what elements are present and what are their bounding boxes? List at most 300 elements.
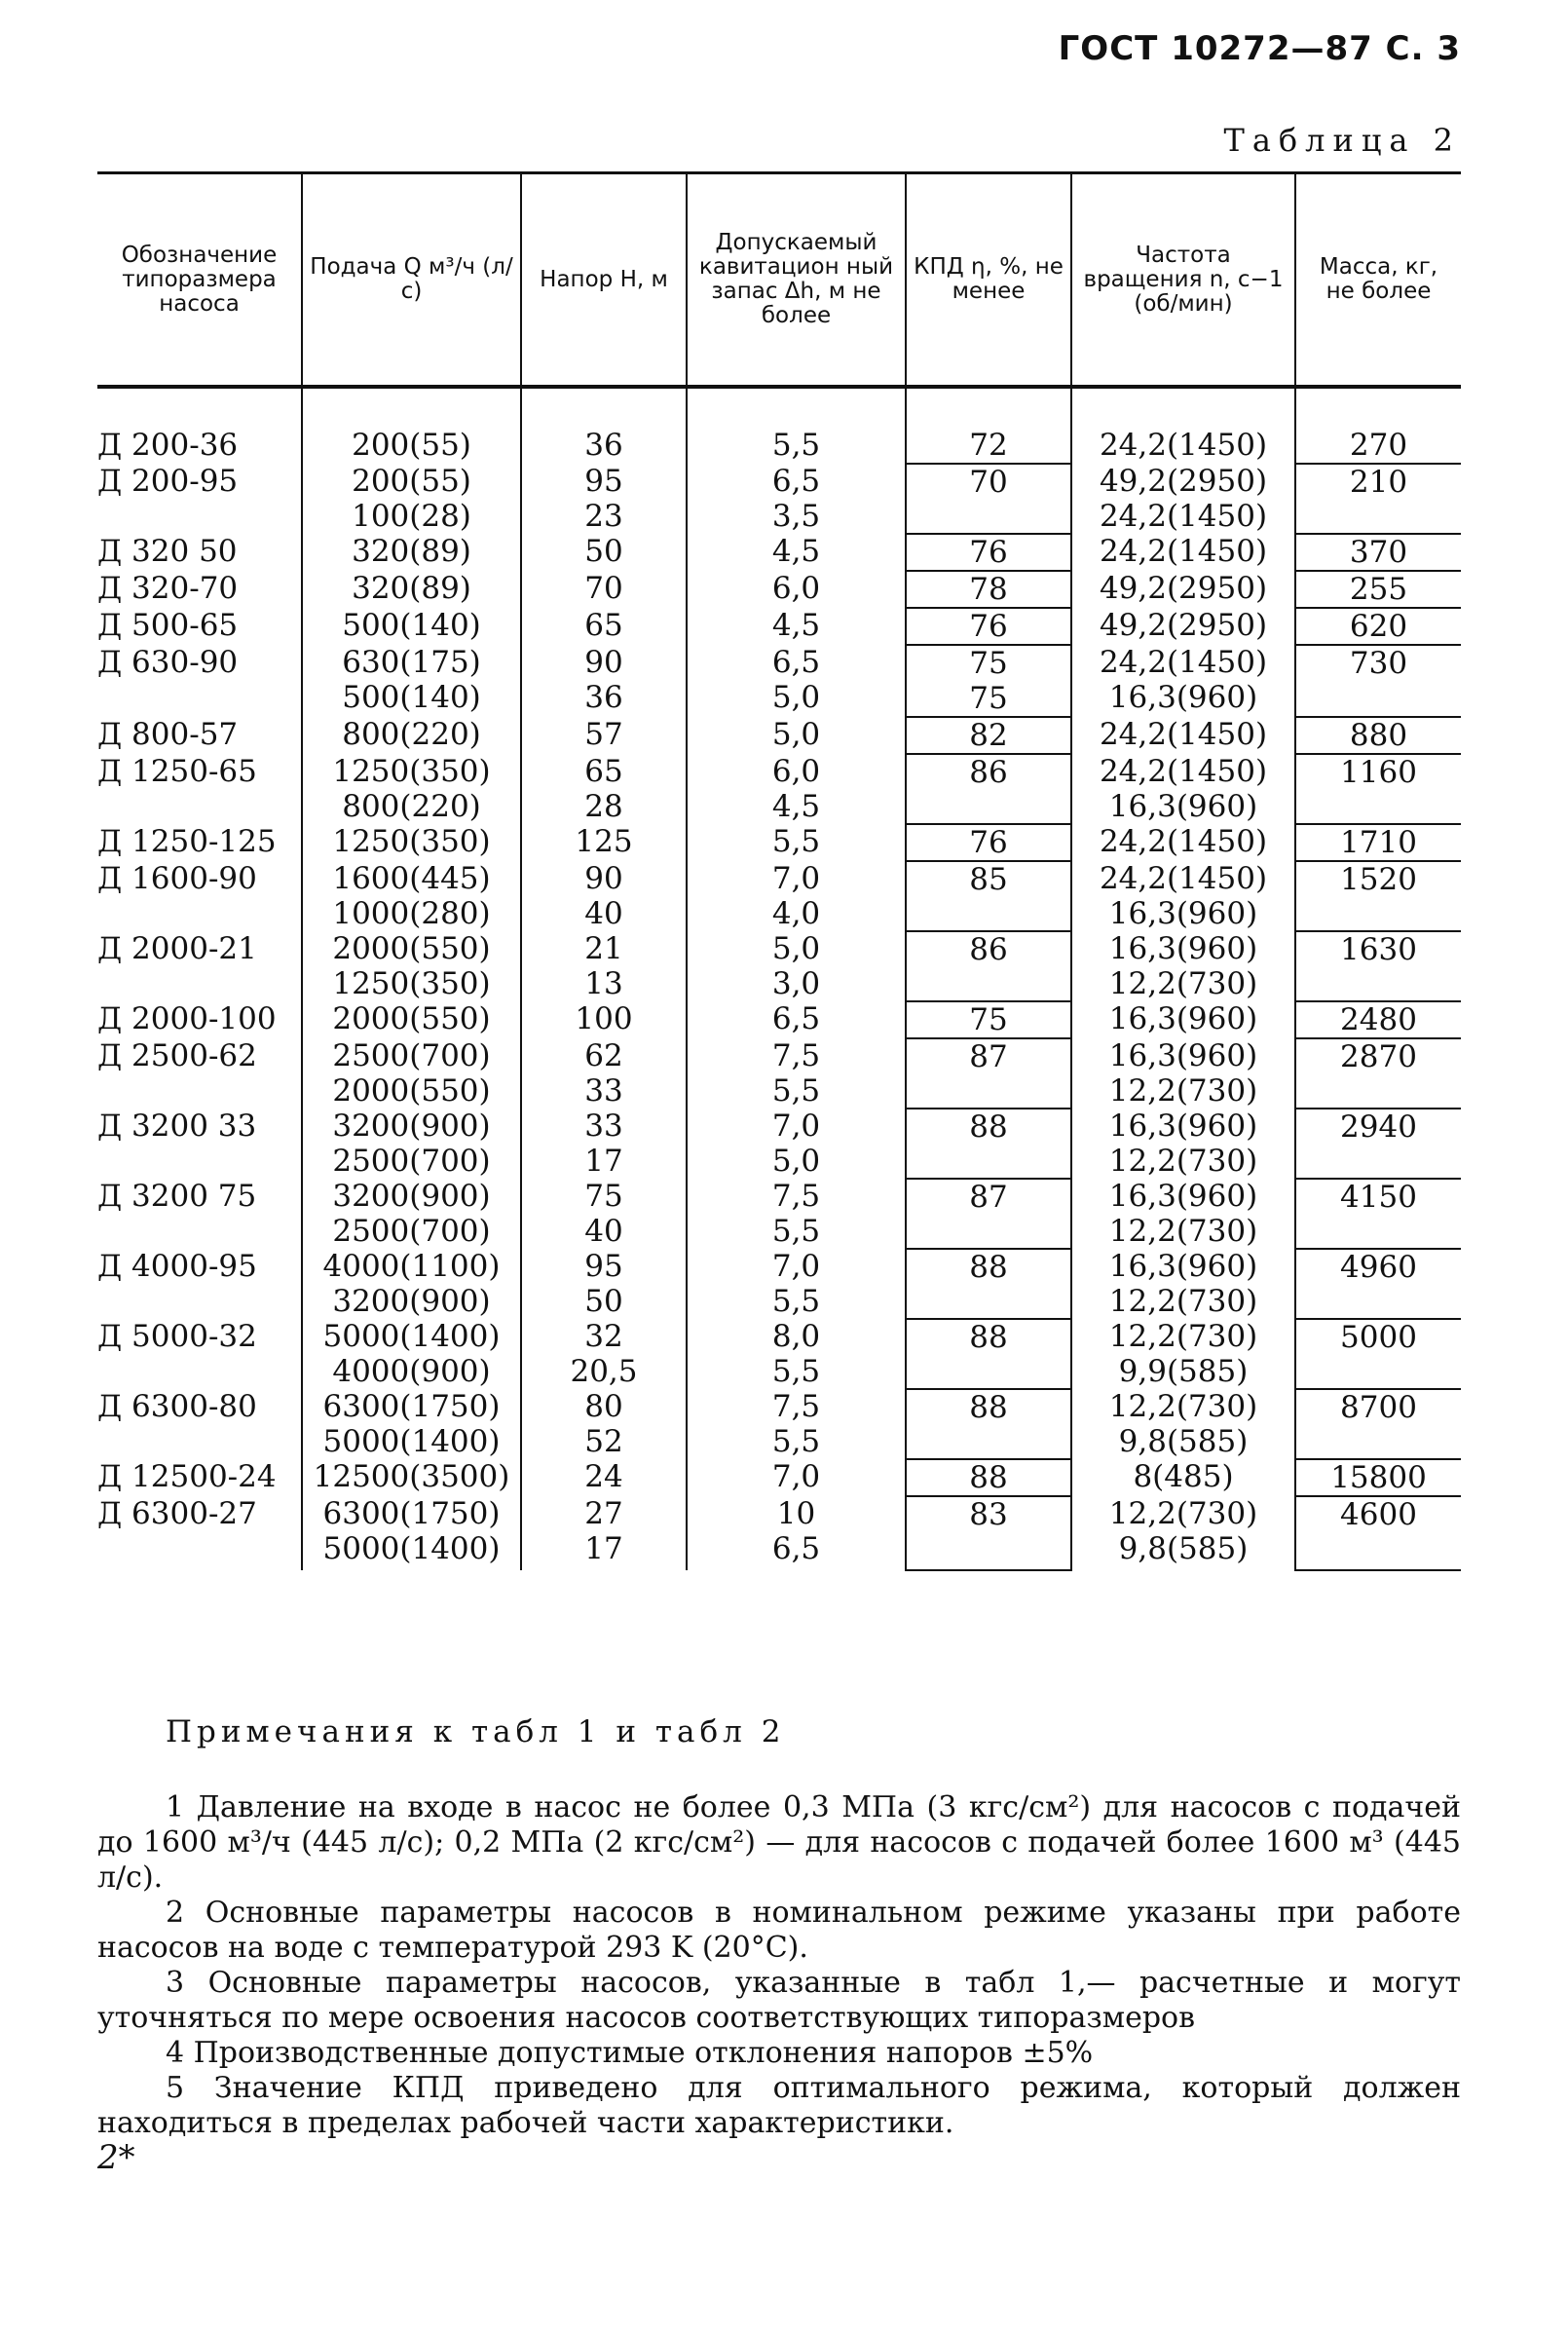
mass-cell-value: 4600: [1340, 1497, 1417, 1532]
head-cell-line: 90: [584, 861, 623, 896]
npsh-cell-line: 5,5: [771, 428, 821, 463]
head-cell: [521, 717, 687, 754]
head-cell-line: 13: [584, 966, 623, 1001]
mass-cell-value: 8700: [1340, 1390, 1417, 1425]
speed-cell-line: 16,3(960): [1108, 1179, 1258, 1214]
flow-cell-line: 5000(1400): [322, 1531, 501, 1566]
speed-cell: [1071, 387, 1295, 464]
flow-cell: [302, 1496, 521, 1570]
note-item: 2 Основные параметры насосов в номинальном режиме указаны при работе насосов на воде с температурой 293 K (20°C).: [97, 1896, 1461, 1965]
efficiency-cell-value: 88: [969, 1320, 1008, 1355]
speed-cell-line: 24,2(1450): [1099, 717, 1268, 752]
flow-cell: [302, 534, 521, 571]
designation-cell: [97, 824, 302, 861]
speed-cell-line: 12,2(730): [1108, 1284, 1258, 1319]
speed-cell: [1071, 645, 1295, 717]
head-cell: [521, 1001, 687, 1038]
designation-cell: [97, 1001, 302, 1038]
flow-cell-line: 800(220): [342, 717, 481, 752]
mass-cell-value: 4960: [1340, 1250, 1417, 1285]
flow-cell-line: 2500(700): [332, 1144, 491, 1179]
designation-cell: [97, 1389, 302, 1459]
mass-cell: [1295, 1389, 1461, 1459]
efficiency-cell-value: 88: [969, 1390, 1008, 1425]
note-item: 3 Основные параметры насосов, указанные в табл 1,— расчетные и могут уточняться по мере освоения насосов соответствующих типоразмеров: [97, 1966, 1461, 2035]
head-cell-line: 28: [584, 789, 623, 824]
mass-cell: [1295, 1249, 1461, 1319]
speed-cell: [1071, 1459, 1295, 1496]
flow-cell: [302, 824, 521, 861]
flow-cell: [302, 1109, 521, 1179]
flow-cell-line: 3200(900): [332, 1179, 491, 1214]
efficiency-cell-value: 78: [969, 572, 1008, 607]
designation-cell: [97, 1109, 302, 1179]
npsh-cell: [687, 534, 906, 571]
npsh-cell-line: 7,5: [771, 1389, 821, 1424]
table-row: [97, 1249, 1461, 1319]
head-cell: [521, 571, 687, 608]
mass-cell-value: 730: [1349, 646, 1408, 681]
table-title: Таблица 2: [1223, 122, 1461, 159]
table-row: [97, 534, 1461, 571]
head-cell-line: 62: [584, 1038, 623, 1073]
head-cell-line: 90: [584, 645, 623, 680]
flow-cell-line: 1000(280): [332, 896, 491, 931]
npsh-cell-line: 6,0: [771, 754, 821, 789]
mass-cell: [1295, 931, 1461, 1001]
speed-cell-line: 12,2(730): [1108, 1073, 1258, 1109]
efficiency-cell: [906, 1179, 1071, 1249]
flow-cell-line: 2000(550): [332, 1001, 491, 1036]
npsh-cell: [687, 645, 906, 717]
designation-cell: [97, 1249, 302, 1319]
head-cell-line: 65: [584, 754, 623, 789]
designation-cell-line: Д 500-65: [97, 608, 239, 643]
designation-cell-line: Д 3200 33: [97, 1109, 257, 1144]
designation-cell-line: Д 6300-80: [97, 1389, 257, 1424]
column-header-head: Напор H, м: [521, 173, 687, 388]
mass-cell-value: 15800: [1330, 1460, 1427, 1495]
designation-cell: [97, 1459, 302, 1496]
npsh-cell: [687, 1109, 906, 1179]
npsh-cell-line: 3,0: [771, 966, 821, 1001]
flow-cell-line: 5000(1400): [322, 1319, 501, 1354]
speed-cell: [1071, 534, 1295, 571]
speed-cell: [1071, 861, 1295, 931]
designation-cell-line: Д 6300-27: [97, 1496, 257, 1531]
designation-cell-line: [97, 1284, 301, 1319]
designation-cell-line: Д 630-90: [97, 645, 239, 680]
efficiency-cell: [906, 1459, 1071, 1496]
head-cell: [521, 387, 687, 464]
speed-cell-line: 16,3(960): [1108, 896, 1258, 931]
efficiency-cell: [906, 571, 1071, 608]
npsh-cell: [687, 1319, 906, 1389]
designation-cell-line: Д 2000-100: [97, 1001, 277, 1036]
speed-cell: [1071, 1001, 1295, 1038]
mass-cell-value: 4150: [1340, 1180, 1417, 1215]
head-cell-line: 80: [584, 1389, 623, 1424]
flow-cell: [302, 608, 521, 645]
flow-cell-line: 320(89): [352, 534, 471, 569]
npsh-cell-line: 7,0: [771, 1249, 821, 1284]
head-cell-line: 50: [584, 534, 623, 569]
document-header: ГОСТ 10272—87 С. 3: [1058, 29, 1461, 68]
mass-cell-value: 1710: [1340, 825, 1417, 860]
efficiency-cell: [906, 464, 1071, 534]
designation-cell: [97, 931, 302, 1001]
flow-cell-line: 500(140): [342, 608, 481, 643]
speed-cell: [1071, 464, 1295, 534]
npsh-cell: [687, 824, 906, 861]
npsh-cell: [687, 1001, 906, 1038]
flow-cell-line: 4000(900): [332, 1354, 491, 1389]
table-row: [97, 1179, 1461, 1249]
efficiency-cell: [906, 534, 1071, 571]
mass-cell-value: 2870: [1340, 1039, 1417, 1074]
npsh-cell-line: 7,0: [771, 861, 821, 896]
speed-cell-line: 16,3(960): [1108, 789, 1258, 824]
flow-cell: [302, 861, 521, 931]
mass-cell-value: 370: [1349, 535, 1408, 570]
mass-cell: [1295, 1496, 1461, 1570]
table-row: [97, 1001, 1461, 1038]
head-cell: [521, 931, 687, 1001]
flow-cell-line: 3200(900): [332, 1109, 491, 1144]
head-cell-line: 23: [584, 499, 623, 534]
flow-cell: [302, 1389, 521, 1459]
designation-cell-line: [97, 789, 301, 824]
designation-cell-line: [97, 896, 301, 931]
efficiency-cell: [906, 608, 1071, 645]
npsh-cell-line: 7,0: [771, 1459, 821, 1494]
flow-cell: [302, 571, 521, 608]
table-row: [97, 717, 1461, 754]
mass-cell-value: 1160: [1340, 755, 1417, 790]
head-cell-line: 52: [584, 1424, 623, 1459]
speed-cell-line: 24,2(1450): [1099, 824, 1268, 859]
efficiency-cell-value: 88: [969, 1460, 1008, 1495]
npsh-cell: [687, 1038, 906, 1109]
speed-cell-line: 49,2(2950): [1099, 464, 1268, 499]
designation-cell-line: [97, 1214, 301, 1249]
head-cell-line: 40: [584, 896, 623, 931]
npsh-cell-line: 5,0: [771, 931, 821, 966]
mass-cell: [1295, 1001, 1461, 1038]
flow-cell-line: 800(220): [342, 789, 481, 824]
mass-cell: [1295, 861, 1461, 931]
designation-cell: [97, 1179, 302, 1249]
head-cell: [521, 1389, 687, 1459]
head-cell: [521, 1038, 687, 1109]
designation-cell: [97, 464, 302, 534]
flow-cell-line: 1250(350): [332, 754, 491, 789]
note-item: 1 Давление на входе в насос не более 0,3 МПа (3 кгс/см²) для насосов с подачей до 1600 м³/ч (445 л/с); 0,2 МПа (2 кгс/см²) — для насосов с подачей более 1600 м³ (445 л/с).: [97, 1790, 1461, 1895]
designation-cell-line: Д 320-70: [97, 571, 239, 606]
flow-cell-line: 500(140): [342, 680, 481, 715]
head-cell-line: 95: [584, 464, 623, 499]
designation-cell-line: Д 200-95: [97, 464, 239, 499]
mass-cell-value: 5000: [1340, 1320, 1417, 1355]
column-header-designation: Обозначение типоразмера насоса: [97, 173, 302, 388]
designation-cell: [97, 1496, 302, 1570]
table-row: [97, 1038, 1461, 1109]
npsh-cell-line: 4,5: [771, 534, 821, 569]
speed-cell-line: 9,8(585): [1118, 1424, 1249, 1459]
efficiency-cell: [906, 931, 1071, 1001]
flow-cell: [302, 754, 521, 824]
designation-cell-line: Д 4000-95: [97, 1249, 257, 1284]
npsh-cell: [687, 931, 906, 1001]
head-cell: [521, 1249, 687, 1319]
page-mark: 2*: [97, 2138, 135, 2177]
designation-cell-line: Д 2000-21: [97, 931, 257, 966]
flow-cell-line: 6300(1750): [322, 1389, 501, 1424]
speed-cell-line: 12,2(730): [1108, 1144, 1258, 1179]
designation-cell: [97, 717, 302, 754]
efficiency-cell-value: 86: [969, 755, 1008, 790]
speed-cell-line: 12,2(730): [1108, 1214, 1258, 1249]
head-cell-line: 17: [584, 1144, 623, 1179]
table-row: [97, 1109, 1461, 1179]
mass-cell: [1295, 1109, 1461, 1179]
designation-cell-line: [97, 1144, 301, 1179]
efficiency-cell-value: 76: [969, 609, 1008, 644]
mass-cell: [1295, 754, 1461, 824]
speed-cell: [1071, 1249, 1295, 1319]
speed-cell: [1071, 1109, 1295, 1179]
efficiency-cell: [906, 1249, 1071, 1319]
flow-cell-line: 4000(1100): [322, 1249, 501, 1284]
npsh-cell-line: 3,5: [771, 499, 821, 534]
npsh-cell-line: 6,5: [771, 645, 821, 680]
efficiency-cell-value: 85: [969, 862, 1008, 897]
flow-cell-line: 2500(700): [332, 1038, 491, 1073]
speed-cell: [1071, 1319, 1295, 1389]
mass-cell: [1295, 645, 1461, 717]
head-cell-line: 50: [584, 1284, 623, 1319]
mass-cell: [1295, 1179, 1461, 1249]
designation-cell-line: [97, 1073, 301, 1109]
npsh-cell-line: 6,5: [771, 464, 821, 499]
head-cell-line: 57: [584, 717, 623, 752]
mass-cell-value: 1520: [1340, 862, 1417, 897]
head-cell-line: 20,5: [570, 1354, 638, 1389]
efficiency-cell-value: 83: [969, 1497, 1008, 1532]
designation-cell-line: Д 1250-125: [97, 824, 277, 859]
flow-cell-line: 2500(700): [332, 1214, 491, 1249]
flow-cell-line: 200(55): [352, 428, 471, 463]
speed-cell-line: 16,3(960): [1108, 680, 1258, 715]
mass-cell-value: 2480: [1340, 1002, 1417, 1037]
head-cell-line: 65: [584, 608, 623, 643]
speed-cell-line: 12,2(730): [1108, 1496, 1258, 1531]
designation-cell-line: Д 200-36: [97, 428, 239, 463]
mass-cell-value: 880: [1349, 718, 1408, 753]
npsh-cell-line: 5,5: [771, 1073, 821, 1109]
head-cell-line: 24: [584, 1459, 623, 1494]
head-cell: [521, 824, 687, 861]
head-cell-line: 125: [575, 824, 633, 859]
head-cell-line: 17: [584, 1531, 623, 1566]
table-row: [97, 861, 1461, 931]
speed-cell-line: 8(485): [1133, 1459, 1234, 1494]
npsh-cell-line: 7,0: [771, 1109, 821, 1144]
flow-cell-line: 100(28): [352, 499, 471, 534]
speed-cell-line: 49,2(2950): [1099, 608, 1268, 643]
head-cell: [521, 861, 687, 931]
table-header-row: [97, 173, 1461, 388]
flow-cell-line: 630(175): [342, 645, 481, 680]
efficiency-cell-value: 75 75: [969, 646, 1008, 716]
efficiency-cell-value: 76: [969, 825, 1008, 860]
npsh-cell-line: 5,5: [771, 1284, 821, 1319]
npsh-cell-line: 6,5: [771, 1001, 821, 1036]
npsh-cell: [687, 1496, 906, 1570]
speed-cell-line: 12,2(730): [1108, 1389, 1258, 1424]
head-cell-line: 33: [584, 1109, 623, 1144]
designation-cell-line: Д 12500-24: [97, 1459, 277, 1494]
npsh-cell-line: 7,5: [771, 1179, 821, 1214]
npsh-cell-line: 5,0: [771, 1144, 821, 1179]
table-row: [97, 824, 1461, 861]
mass-cell-value: 210: [1349, 465, 1408, 500]
designation-cell-line: Д 800-57: [97, 717, 239, 752]
head-cell: [521, 1319, 687, 1389]
speed-cell-line: 16,3(960): [1108, 1109, 1258, 1144]
npsh-cell: [687, 861, 906, 931]
table-row: [97, 608, 1461, 645]
column-header-speed: Частота вращения n, с−1 (об/мин): [1071, 173, 1295, 388]
table-row: [97, 645, 1461, 717]
efficiency-cell-value: 88: [969, 1109, 1008, 1145]
flow-cell-line: 2000(550): [332, 1073, 491, 1109]
speed-cell-line: 12,2(730): [1108, 966, 1258, 1001]
npsh-cell-line: 5,5: [771, 824, 821, 859]
flow-cell: [302, 1319, 521, 1389]
mass-cell-value: 620: [1349, 609, 1408, 644]
npsh-cell: [687, 608, 906, 645]
flow-cell: [302, 1179, 521, 1249]
efficiency-cell: [906, 1496, 1071, 1570]
flow-cell: [302, 387, 521, 464]
mass-cell: [1295, 571, 1461, 608]
designation-cell: [97, 1038, 302, 1109]
note-item: 4 Производственные допустимые отклонения напоров ±5%: [166, 2036, 1094, 2070]
efficiency-cell: [906, 387, 1071, 464]
npsh-cell: [687, 1249, 906, 1319]
mass-cell: [1295, 1038, 1461, 1109]
npsh-cell-line: 4,5: [771, 608, 821, 643]
speed-cell-line: 16,3(960): [1108, 1249, 1258, 1284]
speed-cell-line: 9,8(585): [1118, 1531, 1249, 1566]
designation-cell-line: [97, 680, 301, 715]
flow-cell-line: 6300(1750): [322, 1496, 501, 1531]
efficiency-cell: [906, 645, 1071, 717]
head-cell: [521, 1496, 687, 1570]
designation-cell-line: [97, 1424, 301, 1459]
head-cell: [521, 645, 687, 717]
npsh-cell: [687, 1459, 906, 1496]
speed-cell: [1071, 1496, 1295, 1570]
designation-cell-line: [97, 1531, 301, 1566]
npsh-cell-line: 4,0: [771, 896, 821, 931]
mass-cell-value: 1630: [1340, 932, 1417, 967]
speed-cell: [1071, 754, 1295, 824]
npsh-cell-line: 5,0: [771, 680, 821, 715]
npsh-cell-line: 6,5: [771, 1531, 821, 1566]
designation-cell-line: Д 320 50: [97, 534, 238, 569]
table-body: [97, 387, 1461, 1570]
designation-cell-line: [97, 499, 301, 534]
flow-cell-line: 200(55): [352, 464, 471, 499]
flow-cell: [302, 931, 521, 1001]
efficiency-cell-value: 86: [969, 932, 1008, 967]
mass-cell: [1295, 464, 1461, 534]
flow-cell-line: 1250(350): [332, 966, 491, 1001]
head-cell: [521, 1109, 687, 1179]
efficiency-cell: [906, 1038, 1071, 1109]
head-cell-line: 70: [584, 571, 623, 606]
designation-cell: [97, 645, 302, 717]
head-cell: [521, 1459, 687, 1496]
head-cell: [521, 754, 687, 824]
designation-cell: [97, 861, 302, 931]
speed-cell: [1071, 1038, 1295, 1109]
speed-cell: [1071, 571, 1295, 608]
flow-cell: [302, 717, 521, 754]
designation-cell-line: Д 1250-65: [97, 754, 257, 789]
flow-cell-line: 5000(1400): [322, 1424, 501, 1459]
speed-cell-line: 16,3(960): [1108, 1001, 1258, 1036]
npsh-cell-line: 5,0: [771, 717, 821, 752]
npsh-cell-line: 5,5: [771, 1424, 821, 1459]
speed-cell-line: 16,3(960): [1108, 931, 1258, 966]
head-cell-line: 40: [584, 1214, 623, 1249]
efficiency-cell-value: 87: [969, 1180, 1008, 1215]
npsh-cell: [687, 1179, 906, 1249]
mass-cell: [1295, 608, 1461, 645]
npsh-cell-line: 10: [776, 1496, 816, 1531]
npsh-cell-line: 6,0: [771, 571, 821, 606]
designation-cell-line: Д 2500-62: [97, 1038, 257, 1073]
note-item: 5 Значение КПД приведено для оптимального режима, который должен находиться в пределах рабочей части характеристики.: [97, 2071, 1461, 2140]
speed-cell-line: 16,3(960): [1108, 1038, 1258, 1073]
mass-cell-value: 2940: [1340, 1109, 1417, 1145]
speed-cell-line: 24,2(1450): [1099, 861, 1268, 896]
npsh-cell: [687, 571, 906, 608]
efficiency-cell-value: 82: [969, 718, 1008, 753]
head-cell-line: 75: [584, 1179, 623, 1214]
designation-cell: [97, 534, 302, 571]
mass-cell-value: 255: [1349, 572, 1408, 607]
npsh-cell-line: 8,0: [771, 1319, 821, 1354]
pump-parameters-table-container: [97, 171, 1461, 1571]
head-cell-line: 27: [584, 1496, 623, 1531]
flow-cell-line: 12500(3500): [313, 1459, 510, 1494]
speed-cell: [1071, 717, 1295, 754]
mass-cell: [1295, 1319, 1461, 1389]
flow-cell-line: 320(89): [352, 571, 471, 606]
head-cell: [521, 1179, 687, 1249]
column-header-flow: Подача Q м³/ч (л/с): [302, 173, 521, 388]
efficiency-cell-value: 70: [969, 465, 1008, 500]
speed-cell: [1071, 1179, 1295, 1249]
head-cell-line: 36: [584, 428, 623, 463]
speed-cell-line: 24,2(1450): [1099, 534, 1268, 569]
designation-cell: [97, 1319, 302, 1389]
npsh-cell-line: 4,5: [771, 789, 821, 824]
